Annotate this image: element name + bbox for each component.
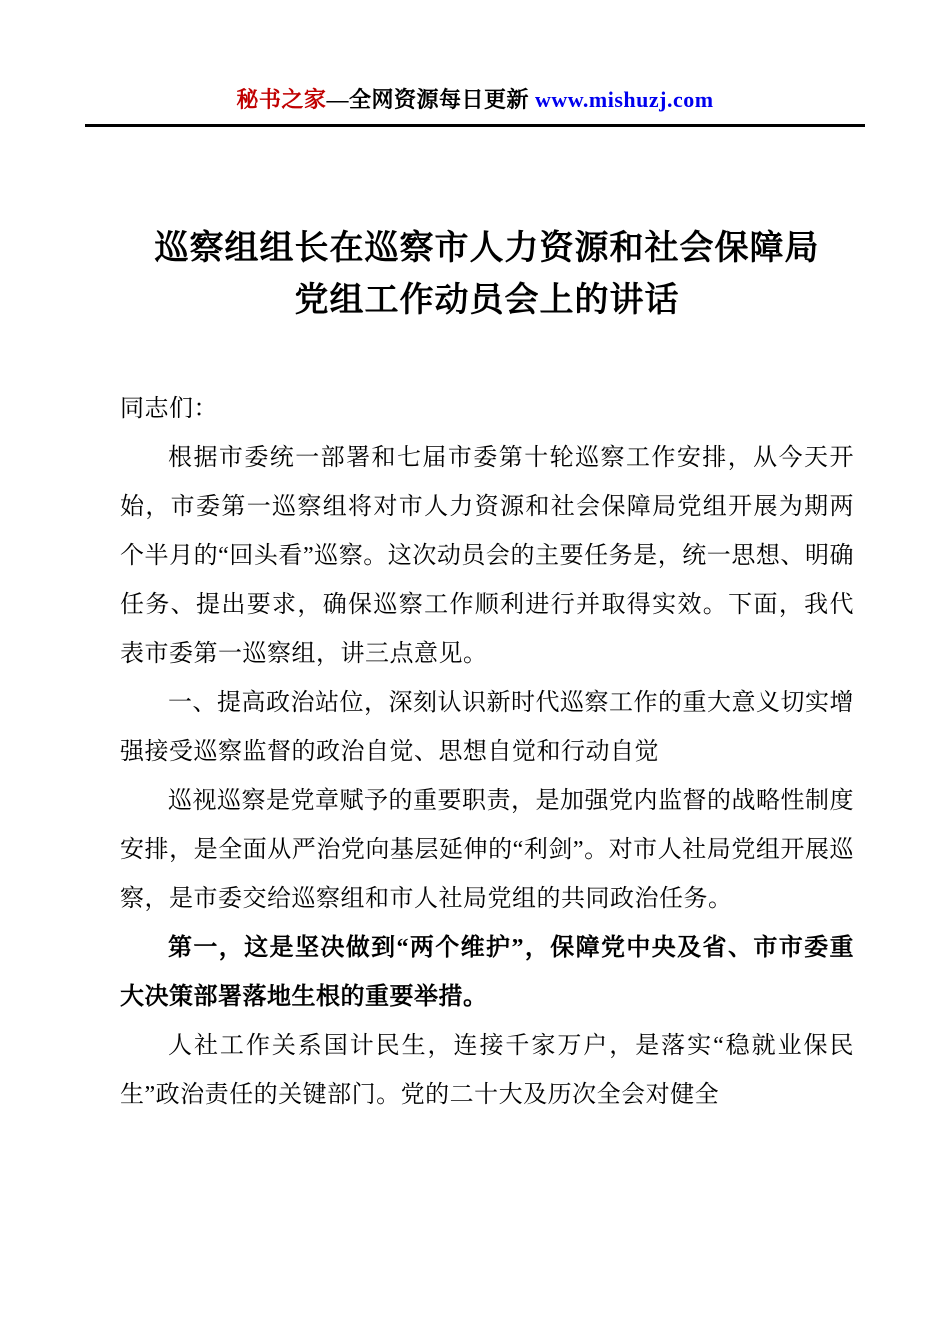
title-line-1: 巡察组组长在巡察市人力资源和社会保障局 xyxy=(154,230,820,267)
document-title xyxy=(120,223,854,327)
paragraph-intro: 根据市委统一部署和七届市委第十轮巡察工作安排，从今天开始，市委第一巡察组将对市人力资源和社会保障局党组开展为期两个半月的“回头看”巡察。这次动员会的主要任务是，统一思想、明确任务、提出要求，确保巡察工作顺利进行并取得实效。下面，我代表市委第一巡察组，讲三点意见。 xyxy=(120,445,854,667)
header-divider xyxy=(85,124,865,127)
salutation: 同志们： xyxy=(120,396,218,422)
paragraph-social-work: 人社工作关系国计民生，连接千家万户，是落实“稳就业保民生”政治责任的关键部门。党的二十大及历次全会对健全 xyxy=(120,1033,854,1108)
header-url-link[interactable]: www.mishuzj.com xyxy=(534,87,714,112)
title-line-2: 党组工作动员会上的讲话 xyxy=(294,282,680,319)
document-body xyxy=(0,223,950,1120)
paragraph-first-point: 第一，这是坚决做到“两个维护”，保障党中央及省、市市委重大决策部署落地生根的重要举措。 xyxy=(120,935,854,1010)
paragraph-inspection-duty: 巡视巡察是党章赋予的重要职责，是加强党内监督的战略性制度安排，是全面从严治党向基层延伸的“利剑”。对市人社局党组开展巡察，是市委交给巡察组和市人社局党组的共同政治任务。 xyxy=(120,788,854,912)
header-tagline: —全网资源每日更新 xyxy=(326,87,535,112)
paragraph-section-heading: 一、提高政治站位，深刻认识新时代巡察工作的重大意义切实增强接受巡察监督的政治自觉、思想自觉和行动自觉 xyxy=(120,690,854,765)
brand-name: 秘书之家 xyxy=(236,87,327,112)
page-header xyxy=(0,0,950,114)
